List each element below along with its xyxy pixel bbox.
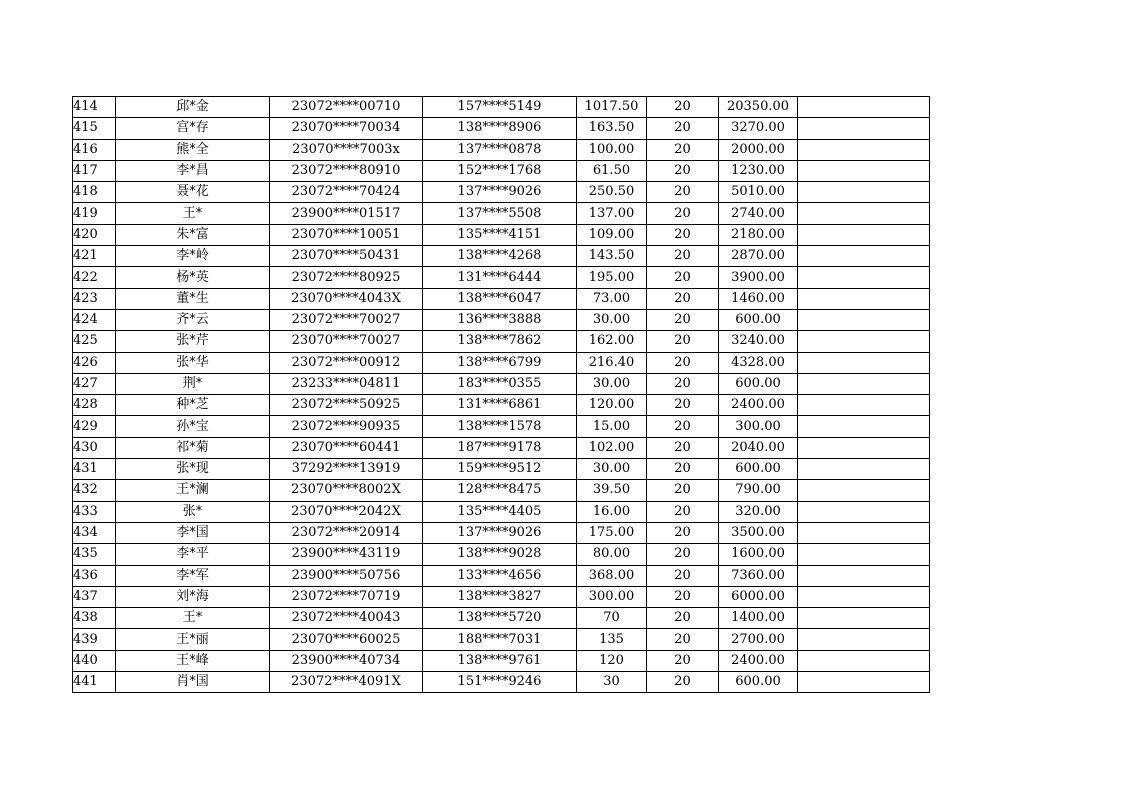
- row-number-cell[interactable]: 440: [73, 650, 116, 671]
- phone-cell[interactable]: 157****5149: [423, 97, 577, 118]
- area-cell[interactable]: 135: [577, 629, 647, 650]
- id-number-cell[interactable]: 23072****80910: [270, 160, 423, 181]
- amount-cell[interactable]: 6000.00: [719, 586, 798, 607]
- note-cell[interactable]: [798, 395, 930, 416]
- table-row: [73, 139, 930, 160]
- id-number-cell[interactable]: 23070****60025: [270, 629, 423, 650]
- name-cell[interactable]: 李*平: [116, 544, 270, 565]
- unit-price-cell[interactable]: 20: [647, 373, 719, 394]
- row-number-cell[interactable]: 430: [73, 437, 116, 458]
- name-cell[interactable]: 宫*存: [116, 118, 270, 139]
- area-cell[interactable]: 30.00: [577, 373, 647, 394]
- area-cell[interactable]: 70: [577, 608, 647, 629]
- note-cell[interactable]: [798, 459, 930, 480]
- note-cell[interactable]: [798, 672, 930, 693]
- note-cell[interactable]: [798, 480, 930, 501]
- name-cell[interactable]: 张*芹: [116, 331, 270, 352]
- table-row: [73, 309, 930, 330]
- amount-cell[interactable]: 3240.00: [719, 331, 798, 352]
- name-cell[interactable]: 王*丽: [116, 629, 270, 650]
- note-cell[interactable]: [798, 650, 930, 671]
- area-cell[interactable]: 61.50: [577, 160, 647, 181]
- row-number-cell[interactable]: 432: [73, 480, 116, 501]
- area-cell[interactable]: 250.50: [577, 182, 647, 203]
- id-number-cell[interactable]: 23070****2042X: [270, 501, 423, 522]
- area-cell[interactable]: 30: [577, 672, 647, 693]
- id-number-cell[interactable]: 23070****70027: [270, 331, 423, 352]
- table-row: [73, 544, 930, 565]
- unit-price-cell[interactable]: 20: [647, 182, 719, 203]
- area-cell[interactable]: 300.00: [577, 586, 647, 607]
- amount-cell[interactable]: 790.00: [719, 480, 798, 501]
- name-cell[interactable]: 李*军: [116, 565, 270, 586]
- id-number-cell[interactable]: 23900****40734: [270, 650, 423, 671]
- unit-price-cell[interactable]: 20: [647, 459, 719, 480]
- amount-cell[interactable]: 2000.00: [719, 139, 798, 160]
- id-number-cell[interactable]: 23070****60441: [270, 437, 423, 458]
- note-cell[interactable]: [798, 182, 930, 203]
- amount-cell[interactable]: 2870.00: [719, 246, 798, 267]
- name-cell[interactable]: 种*芝: [116, 395, 270, 416]
- phone-cell[interactable]: 188****7031: [423, 629, 577, 650]
- table-row: [73, 650, 930, 671]
- row-number-cell[interactable]: 421: [73, 246, 116, 267]
- row-number-cell[interactable]: 420: [73, 224, 116, 245]
- table-row: [73, 267, 930, 288]
- phone-cell[interactable]: 137****9026: [423, 522, 577, 543]
- name-cell[interactable]: 杨*英: [116, 267, 270, 288]
- data-table: [72, 96, 930, 693]
- unit-price-cell[interactable]: 20: [647, 224, 719, 245]
- area-cell[interactable]: 195.00: [577, 267, 647, 288]
- phone-cell[interactable]: 138****6047: [423, 288, 577, 309]
- area-cell[interactable]: 30.00: [577, 459, 647, 480]
- unit-price-cell[interactable]: 20: [647, 437, 719, 458]
- name-cell[interactable]: 熊*全: [116, 139, 270, 160]
- note-cell[interactable]: [798, 586, 930, 607]
- table-row: [73, 501, 930, 522]
- unit-price-cell[interactable]: 20: [647, 672, 719, 693]
- area-cell[interactable]: 120: [577, 650, 647, 671]
- row-number-cell[interactable]: 434: [73, 522, 116, 543]
- phone-cell[interactable]: 138****3827: [423, 586, 577, 607]
- amount-cell[interactable]: 1230.00: [719, 160, 798, 181]
- id-number-cell[interactable]: 23072****20914: [270, 522, 423, 543]
- unit-price-cell[interactable]: 20: [647, 352, 719, 373]
- id-number-cell[interactable]: 23070****7003x: [270, 139, 423, 160]
- phone-cell[interactable]: 138****6799: [423, 352, 577, 373]
- id-number-cell[interactable]: 23072****70424: [270, 182, 423, 203]
- phone-cell[interactable]: 137****5508: [423, 203, 577, 224]
- phone-cell[interactable]: 138****4268: [423, 246, 577, 267]
- amount-cell[interactable]: 300.00: [719, 416, 798, 437]
- id-number-cell[interactable]: 23900****01517: [270, 203, 423, 224]
- table-row: [73, 118, 930, 139]
- id-number-cell[interactable]: 23072****80925: [270, 267, 423, 288]
- name-cell[interactable]: 齐*云: [116, 309, 270, 330]
- id-number-cell[interactable]: 23900****43119: [270, 544, 423, 565]
- area-cell[interactable]: 109.00: [577, 224, 647, 245]
- amount-cell[interactable]: 5010.00: [719, 182, 798, 203]
- phone-cell[interactable]: 133****4656: [423, 565, 577, 586]
- note-cell[interactable]: [798, 331, 930, 352]
- area-cell[interactable]: 73.00: [577, 288, 647, 309]
- amount-cell[interactable]: 2400.00: [719, 650, 798, 671]
- name-cell[interactable]: 王*澜: [116, 480, 270, 501]
- amount-cell[interactable]: 4328.00: [719, 352, 798, 373]
- area-cell[interactable]: 15.00: [577, 416, 647, 437]
- note-cell[interactable]: [798, 373, 930, 394]
- unit-price-cell[interactable]: 20: [647, 97, 719, 118]
- table-row: [73, 373, 930, 394]
- area-cell[interactable]: 137.00: [577, 203, 647, 224]
- note-cell[interactable]: [798, 118, 930, 139]
- table-row: [73, 97, 930, 118]
- name-cell[interactable]: 张*现: [116, 459, 270, 480]
- unit-price-cell[interactable]: 20: [647, 118, 719, 139]
- area-cell[interactable]: 30.00: [577, 309, 647, 330]
- row-number-cell[interactable]: 431: [73, 459, 116, 480]
- name-cell[interactable]: 荆*: [116, 373, 270, 394]
- row-number-cell[interactable]: 418: [73, 182, 116, 203]
- table-row: [73, 160, 930, 181]
- row-number-cell[interactable]: 419: [73, 203, 116, 224]
- note-cell[interactable]: [798, 224, 930, 245]
- amount-cell[interactable]: 7360.00: [719, 565, 798, 586]
- amount-cell[interactable]: 320.00: [719, 501, 798, 522]
- id-number-cell[interactable]: 23072****50925: [270, 395, 423, 416]
- area-cell[interactable]: 175.00: [577, 522, 647, 543]
- amount-cell[interactable]: 2700.00: [719, 629, 798, 650]
- row-number-cell[interactable]: 429: [73, 416, 116, 437]
- table-row: [73, 395, 930, 416]
- row-number-cell[interactable]: 425: [73, 331, 116, 352]
- table-row: [73, 182, 930, 203]
- phone-cell[interactable]: 137****0878: [423, 139, 577, 160]
- row-number-cell[interactable]: 437: [73, 586, 116, 607]
- table-row: [73, 224, 930, 245]
- unit-price-cell[interactable]: 20: [647, 246, 719, 267]
- note-cell[interactable]: [798, 97, 930, 118]
- unit-price-cell[interactable]: 20: [647, 395, 719, 416]
- unit-price-cell[interactable]: 20: [647, 267, 719, 288]
- phone-cell[interactable]: 136****3888: [423, 309, 577, 330]
- note-cell[interactable]: [798, 139, 930, 160]
- id-number-cell[interactable]: 23070****50431: [270, 246, 423, 267]
- table-row: [73, 586, 930, 607]
- row-number-cell[interactable]: 435: [73, 544, 116, 565]
- phone-cell[interactable]: 138****7862: [423, 331, 577, 352]
- phone-cell[interactable]: 138****9761: [423, 650, 577, 671]
- name-cell[interactable]: 刘*海: [116, 586, 270, 607]
- table-row: [73, 608, 930, 629]
- row-number-cell[interactable]: 426: [73, 352, 116, 373]
- unit-price-cell[interactable]: 20: [647, 416, 719, 437]
- table-row: [73, 352, 930, 373]
- name-cell[interactable]: 祁*菊: [116, 437, 270, 458]
- note-cell[interactable]: [798, 160, 930, 181]
- amount-cell[interactable]: 20350.00: [719, 97, 798, 118]
- name-cell[interactable]: 董*生: [116, 288, 270, 309]
- name-cell[interactable]: 王*: [116, 203, 270, 224]
- phone-cell[interactable]: 138****9028: [423, 544, 577, 565]
- phone-cell[interactable]: 187****9178: [423, 437, 577, 458]
- row-number-cell[interactable]: 433: [73, 501, 116, 522]
- row-number-cell[interactable]: 428: [73, 395, 116, 416]
- name-cell[interactable]: 张*: [116, 501, 270, 522]
- phone-cell[interactable]: 131****6861: [423, 395, 577, 416]
- row-number-cell[interactable]: 416: [73, 139, 116, 160]
- note-cell[interactable]: [798, 522, 930, 543]
- unit-price-cell[interactable]: 20: [647, 586, 719, 607]
- note-cell[interactable]: [798, 565, 930, 586]
- amount-cell[interactable]: 600.00: [719, 459, 798, 480]
- table-row: [73, 629, 930, 650]
- row-number-cell[interactable]: 427: [73, 373, 116, 394]
- row-number-cell[interactable]: 436: [73, 565, 116, 586]
- table-row: [73, 480, 930, 501]
- id-number-cell[interactable]: 23900****50756: [270, 565, 423, 586]
- note-cell[interactable]: [798, 267, 930, 288]
- id-number-cell[interactable]: 23070****70034: [270, 118, 423, 139]
- table-body: [73, 97, 930, 693]
- row-number-cell[interactable]: 422: [73, 267, 116, 288]
- amount-cell[interactable]: 3270.00: [719, 118, 798, 139]
- table-row: [73, 437, 930, 458]
- unit-price-cell[interactable]: 20: [647, 288, 719, 309]
- unit-price-cell[interactable]: 20: [647, 544, 719, 565]
- spreadsheet-page: [72, 96, 930, 693]
- name-cell[interactable]: 肖*国: [116, 672, 270, 693]
- id-number-cell[interactable]: 23072****00912: [270, 352, 423, 373]
- row-number-cell[interactable]: 441: [73, 672, 116, 693]
- area-cell[interactable]: 1017.50: [577, 97, 647, 118]
- id-number-cell[interactable]: 23072****4091X: [270, 672, 423, 693]
- note-cell[interactable]: [798, 437, 930, 458]
- table-row: [73, 416, 930, 437]
- amount-cell[interactable]: 3500.00: [719, 522, 798, 543]
- phone-cell[interactable]: 138****1578: [423, 416, 577, 437]
- table-row: [73, 672, 930, 693]
- name-cell[interactable]: 李*岭: [116, 246, 270, 267]
- id-number-cell[interactable]: 23072****40043: [270, 608, 423, 629]
- area-cell[interactable]: 120.00: [577, 395, 647, 416]
- table-row: [73, 459, 930, 480]
- note-cell[interactable]: [798, 309, 930, 330]
- table-row: [73, 331, 930, 352]
- id-number-cell[interactable]: 23070****10051: [270, 224, 423, 245]
- unit-price-cell[interactable]: 20: [647, 331, 719, 352]
- unit-price-cell[interactable]: 20: [647, 160, 719, 181]
- name-cell[interactable]: 聂*花: [116, 182, 270, 203]
- amount-cell[interactable]: 2740.00: [719, 203, 798, 224]
- unit-price-cell[interactable]: 20: [647, 565, 719, 586]
- phone-cell[interactable]: 152****1768: [423, 160, 577, 181]
- phone-cell[interactable]: 135****4151: [423, 224, 577, 245]
- unit-price-cell[interactable]: 20: [647, 309, 719, 330]
- phone-cell[interactable]: 135****4405: [423, 501, 577, 522]
- unit-price-cell[interactable]: 20: [647, 522, 719, 543]
- area-cell[interactable]: 102.00: [577, 437, 647, 458]
- note-cell[interactable]: [798, 501, 930, 522]
- phone-cell[interactable]: 183****0355: [423, 373, 577, 394]
- area-cell[interactable]: 216.40: [577, 352, 647, 373]
- row-number-cell[interactable]: 438: [73, 608, 116, 629]
- table-row: [73, 522, 930, 543]
- name-cell[interactable]: 张*华: [116, 352, 270, 373]
- name-cell[interactable]: 孙*宝: [116, 416, 270, 437]
- name-cell[interactable]: 李*昌: [116, 160, 270, 181]
- amount-cell[interactable]: 2400.00: [719, 395, 798, 416]
- note-cell[interactable]: [798, 416, 930, 437]
- unit-price-cell[interactable]: 20: [647, 608, 719, 629]
- amount-cell[interactable]: 600.00: [719, 373, 798, 394]
- id-number-cell[interactable]: 23072****70719: [270, 586, 423, 607]
- id-number-cell[interactable]: 37292****13919: [270, 459, 423, 480]
- amount-cell[interactable]: 1460.00: [719, 288, 798, 309]
- area-cell[interactable]: 80.00: [577, 544, 647, 565]
- area-cell[interactable]: 16.00: [577, 501, 647, 522]
- phone-cell[interactable]: 159****9512: [423, 459, 577, 480]
- phone-cell[interactable]: 137****9026: [423, 182, 577, 203]
- name-cell[interactable]: 朱*富: [116, 224, 270, 245]
- row-number-cell[interactable]: 414: [73, 97, 116, 118]
- id-number-cell[interactable]: 23070****4043X: [270, 288, 423, 309]
- note-cell[interactable]: [798, 544, 930, 565]
- row-number-cell[interactable]: 415: [73, 118, 116, 139]
- unit-price-cell[interactable]: 20: [647, 629, 719, 650]
- phone-cell[interactable]: 128****8475: [423, 480, 577, 501]
- amount-cell[interactable]: 2180.00: [719, 224, 798, 245]
- note-cell[interactable]: [798, 288, 930, 309]
- amount-cell[interactable]: 600.00: [719, 309, 798, 330]
- phone-cell[interactable]: 138****5720: [423, 608, 577, 629]
- row-number-cell[interactable]: 417: [73, 160, 116, 181]
- area-cell[interactable]: 162.00: [577, 331, 647, 352]
- unit-price-cell[interactable]: 20: [647, 650, 719, 671]
- id-number-cell[interactable]: 23072****70027: [270, 309, 423, 330]
- phone-cell[interactable]: 138****8906: [423, 118, 577, 139]
- area-cell[interactable]: 163.50: [577, 118, 647, 139]
- table-row: [73, 246, 930, 267]
- phone-cell[interactable]: 151****9246: [423, 672, 577, 693]
- area-cell[interactable]: 39.50: [577, 480, 647, 501]
- table-row: [73, 565, 930, 586]
- row-number-cell[interactable]: 439: [73, 629, 116, 650]
- row-number-cell[interactable]: 423: [73, 288, 116, 309]
- amount-cell[interactable]: 3900.00: [719, 267, 798, 288]
- phone-cell[interactable]: 131****6444: [423, 267, 577, 288]
- id-number-cell[interactable]: 23072****00710: [270, 97, 423, 118]
- area-cell[interactable]: 368.00: [577, 565, 647, 586]
- amount-cell[interactable]: 2040.00: [719, 437, 798, 458]
- id-number-cell[interactable]: 23233****04811: [270, 373, 423, 394]
- id-number-cell[interactable]: 23070****8002X: [270, 480, 423, 501]
- unit-price-cell[interactable]: 20: [647, 480, 719, 501]
- area-cell[interactable]: 100.00: [577, 139, 647, 160]
- amount-cell[interactable]: 1400.00: [719, 608, 798, 629]
- id-number-cell[interactable]: 23072****90935: [270, 416, 423, 437]
- unit-price-cell[interactable]: 20: [647, 203, 719, 224]
- note-cell[interactable]: [798, 246, 930, 267]
- table-row: [73, 203, 930, 224]
- note-cell[interactable]: [798, 608, 930, 629]
- unit-price-cell[interactable]: 20: [647, 501, 719, 522]
- row-number-cell[interactable]: 424: [73, 309, 116, 330]
- name-cell[interactable]: 王*: [116, 608, 270, 629]
- area-cell[interactable]: 143.50: [577, 246, 647, 267]
- name-cell[interactable]: 邱*金: [116, 97, 270, 118]
- name-cell[interactable]: 李*国: [116, 522, 270, 543]
- name-cell[interactable]: 王*峰: [116, 650, 270, 671]
- unit-price-cell[interactable]: 20: [647, 139, 719, 160]
- amount-cell[interactable]: 1600.00: [719, 544, 798, 565]
- amount-cell[interactable]: 600.00: [719, 672, 798, 693]
- note-cell[interactable]: [798, 629, 930, 650]
- note-cell[interactable]: [798, 203, 930, 224]
- table-row: [73, 288, 930, 309]
- note-cell[interactable]: [798, 352, 930, 373]
